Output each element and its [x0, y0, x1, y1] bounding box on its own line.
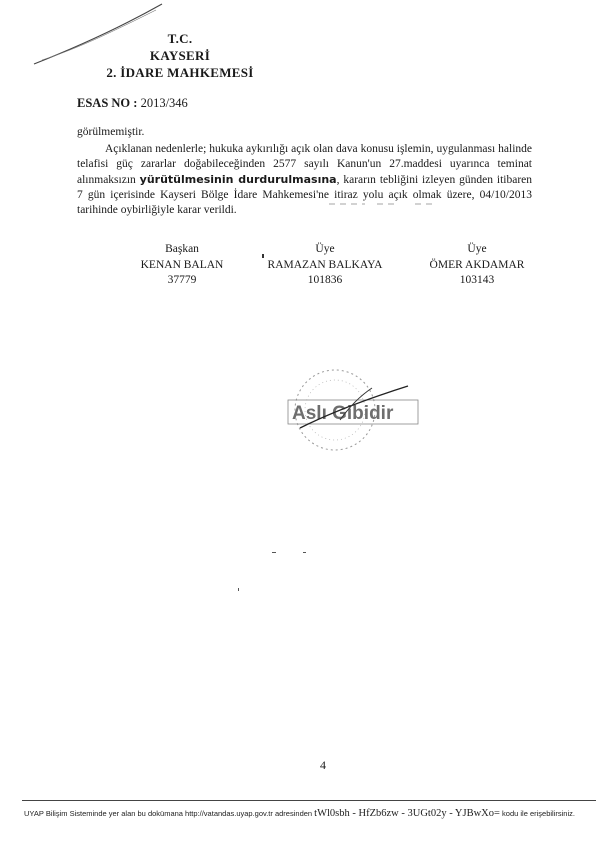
page-number: 4: [320, 758, 326, 772]
speck: [303, 552, 306, 553]
signature-name: KENAN BALAN: [140, 258, 224, 271]
signature-number: 101836: [307, 274, 343, 286]
decision-text-end: , kararın tebliğini izleyen günden itibaren 7 gün içerisinde Kayseri Bölge İdare Mahkemesi'ne itiraz yolu açık olmak üzere, 04/10/2013 tarihinde oybirliğiyle karar verildi.: [77, 174, 532, 216]
signature-name: RAMAZAN BALKAYA: [267, 258, 383, 271]
case-number: [77, 96, 188, 111]
signature-number: 103143: [459, 274, 495, 286]
text-fragment: görülmemiştir.: [77, 126, 145, 138]
case-number-label: ESAS NO :: [77, 96, 138, 110]
signature-member-2: [407, 242, 547, 289]
footer-verification: [24, 808, 575, 819]
header-city: KAYSERİ: [149, 48, 211, 63]
footer-suffix: kodu ile erişebilirsiniz.: [502, 809, 575, 818]
signature-chief-judge: [112, 242, 252, 289]
case-number-value: 2013/346: [140, 96, 188, 110]
speck: [238, 588, 239, 591]
signature-member-1: [255, 242, 395, 289]
footer-prefix: UYAP Bilişim Sisteminde yer alan bu dokümana http://vatandas.uyap.gov.tr adresinden: [24, 809, 313, 818]
decision-text-start: Açıklanan nedenlerle; hukuka aykırılığı açık olan dava konusu işlemin, uygulanması halinde telafisi güç zararlar doğabileceğinden 2577 sayılı Kanun'un 27.maddesi uyarınca teminat alınmaksızın: [77, 143, 532, 186]
decision-emphasis: yürütülmesinin durdurulmasına: [139, 173, 337, 186]
header-tc: T.C.: [167, 31, 193, 46]
signature-role: Üye: [315, 243, 335, 255]
footer-divider: [22, 800, 596, 801]
stamp-text: Aslı Gibidir: [292, 403, 394, 424]
dash-mark: [325, 200, 485, 208]
footer-code: tWl0sbh - HfZb6zw - 3UGt02y - YJBwXo=: [314, 808, 500, 819]
signature-role: Üye: [467, 243, 487, 255]
signature-role: Başkan: [165, 243, 199, 255]
header-court: 2. İDARE MAHKEMESİ: [106, 65, 254, 80]
signature-number: 37779: [167, 274, 197, 286]
speck: [272, 552, 276, 553]
signature-name: ÖMER AKDAMAR: [429, 258, 525, 271]
tick-mark: [262, 254, 264, 258]
certified-copy-stamp: [280, 358, 430, 468]
